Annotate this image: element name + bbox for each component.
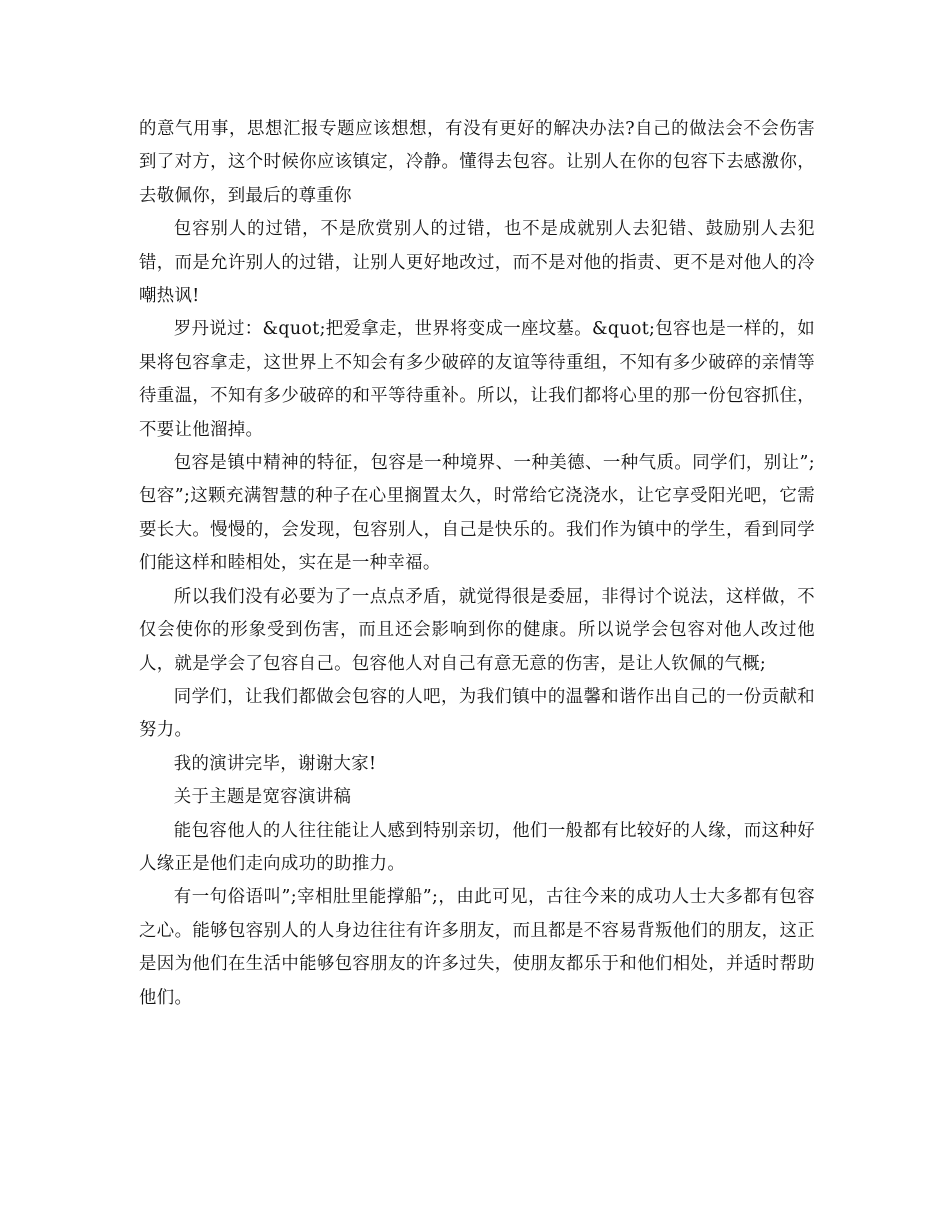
paragraph: 同学们，让我们都做会包容的人吧，为我们镇中的温馨和谐作出自己的一份贡献和努力。 bbox=[139, 686, 815, 741]
section-heading: 关于主题是宽容演讲稿 bbox=[173, 787, 352, 808]
paragraph: 所以我们没有必要为了一点点矛盾，就觉得很是委屈，非得讨个说法，这样做，不仅会使你的形象受到伤害，而且还会影响到你的健康。所以说学会包容对他人改过他人，就是学会了包容自己。包容他人对自己有意无意的伤害，是让人钦佩的气概; bbox=[139, 586, 815, 674]
paragraph: 能包容他人的人往往能让人感到特别亲切，他们一般都有比较好的人缘，而这种好人缘正是他们走向成功的助推力。 bbox=[139, 820, 815, 874]
document-body bbox=[139, 113, 815, 1015]
paragraph: 罗丹说过：&quot;把爱拿走，世界将变成一座坟墓。&quot;包容也是一样的，如果将包容拿走，这世界上不知会有多少破碎的友谊等待重组，不知有多少破碎的亲情等待重温，不知有多少破碎的和平等待重补。所以，让我们都将心里的那一份包容抓住，不要让他溜掉。 bbox=[139, 319, 815, 440]
paragraph-closing: 我的演讲完毕，谢谢大家! bbox=[173, 753, 377, 774]
paragraph-continued: 的意气用事，思想汇报专题应该想想，有没有更好的解决办法?自己的做法会不会伤害到了对方，这个时候你应该镇定，冷静。懂得去包容。让别人在你的包容下去感激你，去敬佩你，到最后的尊重你 bbox=[139, 119, 815, 206]
paragraph: 有一句俗语叫”;宰相肚里能撑船”;，由此可见，古往今来的成功人士大多都有包容之心。能够包容别人的人身边往往有许多朋友，而且都是不容易背叛他们的朋友，这正是因为他们在生活中能够包容朋友的许多过失，使朋友都乐于和他们相处，并适时帮助他们。 bbox=[139, 887, 815, 1008]
paragraph: 包容别人的过错，不是欣赏别人的过错，也不是成就别人去犯错、鼓励别人去犯错，而是允许别人的过错，让别人更好地改过，而不是对他的指责、更不是对他人的冷嘲热讽! bbox=[139, 219, 815, 307]
paragraph: 包容是镇中精神的特征，包容是一种境界、一种美德、一种气质。同学们，别让”;包容”;这颗充满智慧的种子在心里搁置太久，时常给它浇浇水，让它享受阳光吧，它需要长大。慢慢的，会发现，包容别人，自己是快乐的。我们作为镇中的学生，看到同学们能这样和睦相处，实在是一种幸福。 bbox=[139, 453, 815, 574]
